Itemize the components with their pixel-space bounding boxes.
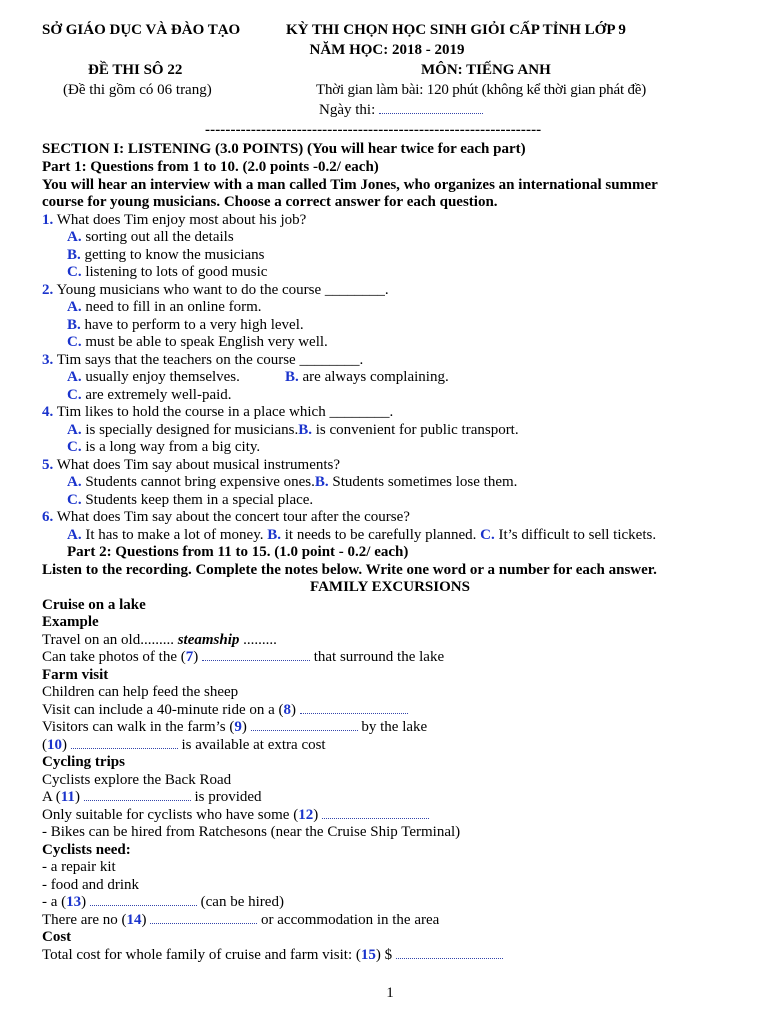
department-title: SỞ GIÁO DỤC VÀ ĐÀO TẠO — [42, 22, 241, 38]
question-4: 4. Tim likes to hold the course in a place which ________. — [42, 404, 394, 420]
question-1: 1. What does Tim enjoy most about his job? — [42, 212, 307, 228]
blank-8[interactable] — [300, 703, 408, 714]
blank-13[interactable] — [90, 895, 197, 906]
question-3: 3. Tim says that the teachers on the course ________. — [42, 352, 364, 368]
part1-instruction-line2: course for young musicians. Choose a correct answer for each question. — [42, 194, 498, 210]
item-7: Can take photos of the (7) that surround the lake — [42, 649, 445, 665]
option-3c[interactable]: C. are extremely well-paid. — [67, 387, 232, 403]
item-12: Only suitable for cyclists who have some (12) — [42, 807, 429, 824]
example-heading: Example — [42, 614, 99, 630]
part2-heading: FAMILY EXCURSIONS — [310, 579, 470, 595]
question-5: 5. What does Tim say about musical instruments? — [42, 457, 341, 473]
question-2: 2. Young musicians who want to do the course ________. — [42, 282, 389, 298]
option-1a[interactable]: A. sorting out all the details — [67, 229, 234, 245]
option-5ab[interactable]: A. Students cannot bring expensive ones.B. Students sometimes lose them. — [67, 474, 518, 490]
part1-title: Part 1: Questions from 1 to 10. (2.0 points -0.2/ each) — [42, 159, 379, 175]
exam-title: KỲ THI CHỌN HỌC SINH GIỎI CẤP TỈNH LỚP 9 — [286, 22, 626, 38]
cyclists-need-heading: Cyclists need: — [42, 842, 131, 858]
item-14: There are no (14) or accommodation in the area — [42, 912, 440, 928]
option-4ab[interactable]: A. is specially designed for musicians.B. is convenient for public transport. — [67, 422, 519, 438]
cruise-heading: Cruise on a lake — [42, 597, 146, 613]
option-1c[interactable]: C. listening to lots of good music — [67, 264, 268, 280]
school-year: NĂM HỌC: 2018 - 2019 — [309, 42, 465, 58]
food-line: - food and drink — [42, 877, 140, 893]
item-11: A (11) is provided — [42, 789, 262, 805]
part2-title: Part 2: Questions from 11 to 15. (1.0 point - 0.2/ each) — [67, 544, 409, 560]
exam-date-label: Ngày thi: — [319, 102, 376, 118]
blank-14[interactable] — [150, 913, 257, 924]
farm-heading: Farm visit — [42, 667, 109, 683]
blank-7[interactable] — [202, 650, 310, 661]
repair-kit-line: - a repair kit — [42, 859, 116, 875]
separator: ------------------------------------------------------------------ — [205, 122, 542, 138]
blank-11[interactable] — [84, 790, 191, 801]
item-13: - a (13) (can be hired) — [42, 894, 284, 910]
option-3b[interactable]: B. are always complaining. — [285, 369, 449, 385]
subject: MÔN: TIẾNG ANH — [421, 62, 551, 78]
part1-instruction-line1: You will hear an interview with a man called Tim Jones, who organizes an international summer — [42, 177, 658, 193]
option-6abc[interactable]: A. It has to make a lot of money. B. it needs to be carefully planned. C. It’s difficult to sell tickets. — [67, 527, 657, 543]
time-allowed: Thời gian làm bài: 120 phút (không kể thời gian phát đề) — [316, 82, 647, 98]
question-6: 6. What does Tim say about the concert tour after the course? — [42, 509, 410, 525]
cycling-heading: Cycling trips — [42, 754, 125, 770]
part2-instruction: Listen to the recording. Complete the notes below. Write one word or a number for each answer. — [42, 562, 657, 578]
blank-15[interactable] — [396, 948, 503, 959]
item-10: (10) is available at extra cost — [42, 737, 326, 753]
item-9: Visitors can walk in the farm’s (9) by the lake — [42, 719, 428, 735]
feed-line: Children can help feed the sheep — [42, 684, 239, 700]
blank-10[interactable] — [71, 738, 178, 749]
exam-code: ĐỀ THI SÔ 22 — [88, 62, 183, 78]
option-2c[interactable]: C. must be able to speak English very well. — [67, 334, 328, 350]
item-8: Visit can include a 40-minute ride on a (8) — [42, 702, 408, 719]
option-2a[interactable]: A. need to fill in an online form. — [67, 299, 262, 315]
blank-9[interactable] — [251, 720, 358, 731]
option-3a[interactable]: A. usually enjoy themselves. — [67, 369, 240, 385]
option-2b[interactable]: B. have to perform to a very high level. — [67, 317, 304, 333]
page-count: (Đề thi gồm có 06 trang) — [63, 82, 212, 98]
page-number: 1 — [386, 985, 394, 1001]
item-15: Total cost for whole family of cruise and farm visit: (15) $ — [42, 947, 503, 964]
example-line: Travel on an old......... steamship ......... — [42, 632, 277, 648]
cost-heading: Cost — [42, 929, 72, 945]
option-4c[interactable]: C. is a long way from a big city. — [67, 439, 261, 455]
section-title: SECTION I: LISTENING (3.0 POINTS) (You will hear twice for each part) — [42, 141, 526, 157]
hire-line: - Bikes can be hired from Ratchesons (near the Cruise Ship Terminal) — [42, 824, 461, 840]
exam-date-blank[interactable] — [379, 103, 483, 114]
blank-12[interactable] — [322, 808, 429, 819]
option-1b[interactable]: B. getting to know the musicians — [67, 247, 265, 263]
option-5c[interactable]: C. Students keep them in a special place. — [67, 492, 314, 508]
backroad-line: Cyclists explore the Back Road — [42, 772, 232, 788]
exam-date — [319, 102, 483, 119]
